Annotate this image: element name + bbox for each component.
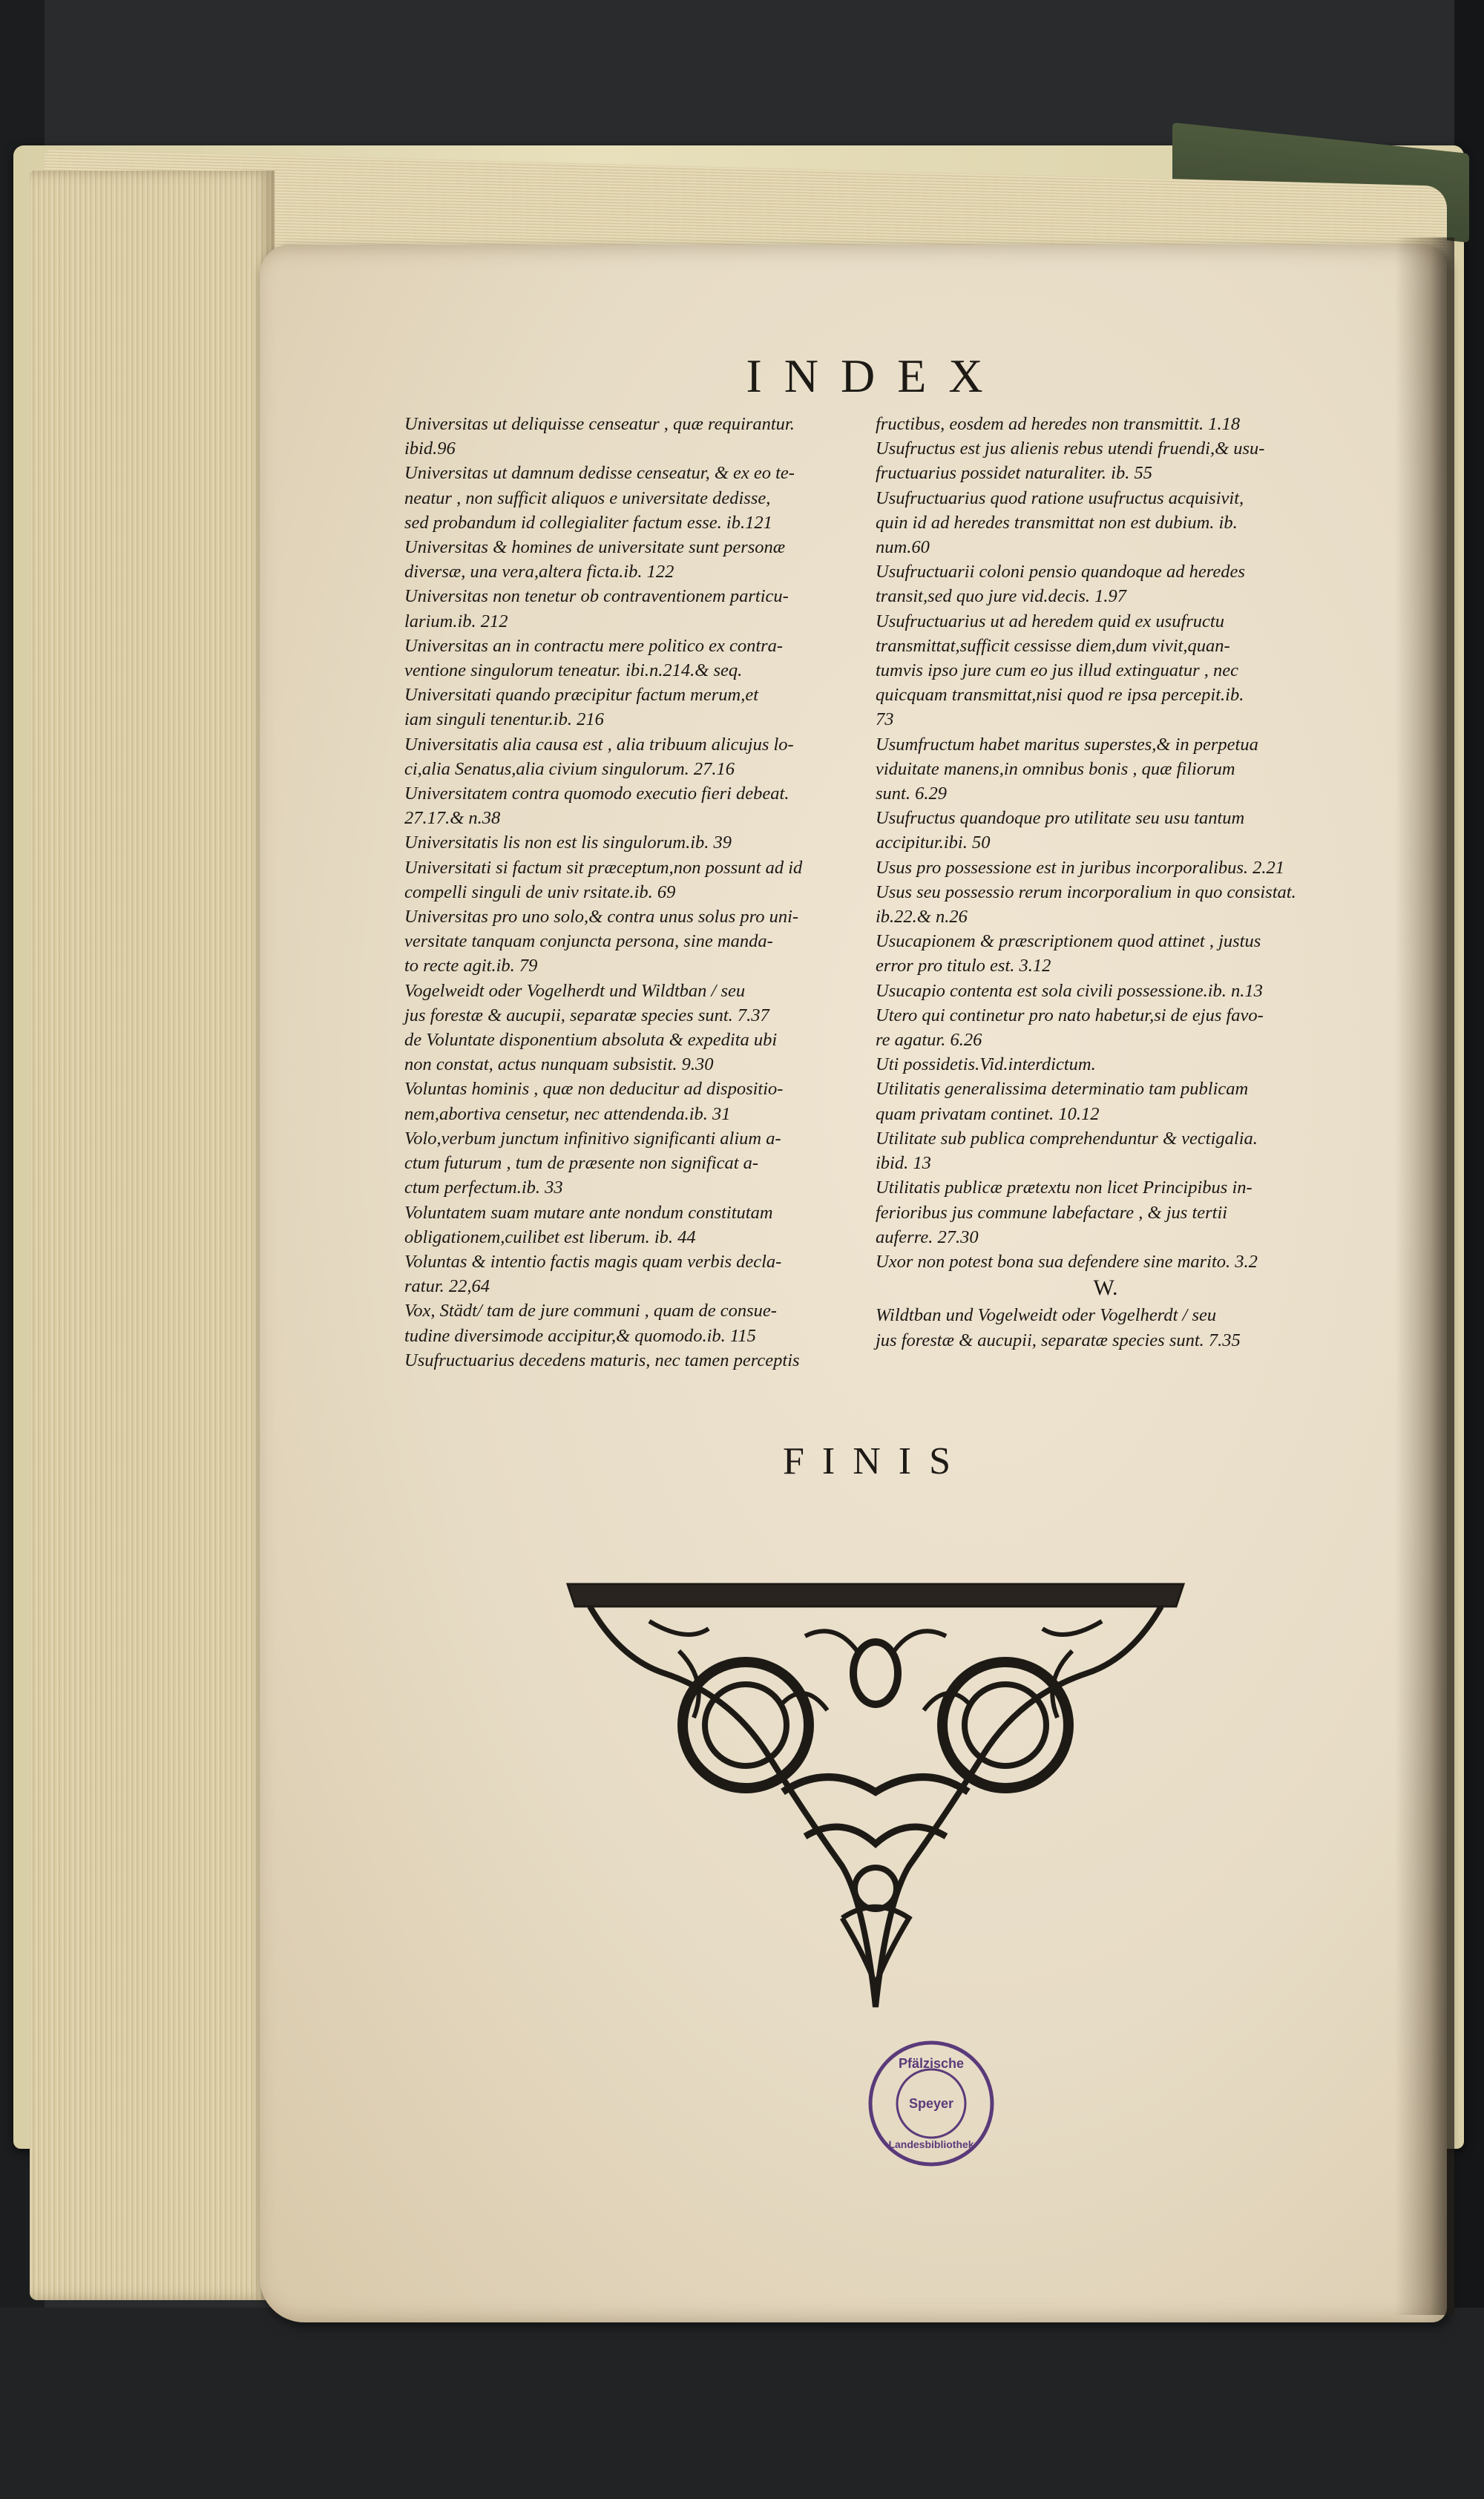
index-entry <box>404 781 857 830</box>
index-entry-line: Usucapio contenta est sola civili possessione.ib. n.13 <box>876 980 1263 1001</box>
index-entry <box>876 486 1336 560</box>
index-entry-line: diversæ, una vera,altera ficta.ib. 122 <box>404 562 674 582</box>
index-entry-line: Universitas ut damnum dedisse censeatur, & ex eo te- <box>404 463 795 484</box>
index-entry-line: Usufructuarius ut ad heredem quid ex usufructu <box>876 611 1224 631</box>
index-entry-line: Uti possidetis.Vid.interdictum. <box>876 1054 1096 1075</box>
index-entry-line: Usus pro possessione est in juribus incorporalibus. 2.21 <box>876 857 1285 878</box>
index-entry-line: ibid. 13 <box>876 1153 931 1174</box>
index-entry-line: iam singuli tenentur.ib. 216 <box>404 709 604 730</box>
index-entry-line: tumvis ipso jure cum eo jus illud extinguatur , nec <box>876 660 1239 681</box>
index-entry <box>404 412 857 461</box>
index-entry-line: Universitatis alia causa est , alia tribuum alicujus lo- <box>404 734 794 755</box>
index-entry-line: compelli singuli de univ rsitate.ib. 69 <box>404 881 676 902</box>
index-entry <box>876 979 1336 1003</box>
index-entry <box>876 732 1336 807</box>
index-entry <box>404 535 857 584</box>
index-entry-line: 73 <box>876 709 894 730</box>
index-entry <box>404 1077 857 1126</box>
gutter-shadow <box>1395 237 1454 2315</box>
index-entry-line: re agatur. 6.26 <box>876 1030 982 1051</box>
index-entry-line: transit,sed quo jure vid.decis. 1.97 <box>876 586 1126 607</box>
index-entry-line: num.60 <box>876 537 930 558</box>
index-entry-line: Utero qui continetur pro nato habetur,si de ejus favo- <box>876 1005 1264 1025</box>
index-entry-line: Universitas & homines de universitate sunt personæ <box>404 537 786 558</box>
index-heading: INDEX <box>746 349 1005 402</box>
index-entry <box>404 856 857 904</box>
index-entry-line: versitate tanquam conjuncta persona, sine manda- <box>404 931 773 952</box>
index-entry-line: fructuarius possidet naturaliter. ib. 55 <box>876 463 1152 484</box>
index-entry-line: larium.ib. 212 <box>404 611 508 631</box>
index-entry-line: ibid.96 <box>404 439 456 459</box>
index-entry-line: viduitate manens,in omnibus bonis , quæ filiorum <box>876 758 1235 779</box>
section-letter-w: W. <box>1093 1275 1118 1301</box>
index-entry-line: jus forestæ & aucupii, separatæ species sunt. 7.35 <box>876 1330 1241 1350</box>
index-entry <box>404 979 857 1028</box>
index-entry-line: Utilitatis publicæ prætextu non licet Principibus in- <box>876 1178 1252 1198</box>
index-entry <box>404 1348 857 1373</box>
index-column-right <box>876 412 1336 1353</box>
index-entry-line: tudine diversimode accipitur,& quomodo.ib. 115 <box>404 1325 756 1346</box>
index-entry <box>876 1052 1336 1077</box>
index-entry-line: Universitas pro uno solo,& contra unus solus pro uni- <box>404 907 799 927</box>
index-entry-line: Usufructus est jus alienis rebus utendi fruendi,& usu- <box>876 439 1265 459</box>
index-entry-line: ctum futurum , tum de præsente non significat a- <box>404 1153 759 1174</box>
index-entry-line: Vox, Städt/ tam de jure communi , quam de consue- <box>404 1301 777 1321</box>
index-entry-line: Usumfructum habet maritus superstes,& in perpetua <box>876 734 1258 755</box>
index-entry-line: sed probandum id collegialiter factum esse. ib.121 <box>404 512 772 533</box>
index-entry <box>404 1126 857 1201</box>
index-entry-line: to recte agit.ib. 79 <box>404 956 538 976</box>
tailpiece-ornament <box>560 1569 1191 2014</box>
index-entry <box>876 436 1336 485</box>
index-entry-line: Usufructus quandoque pro utilitate seu usu tantum <box>876 808 1245 829</box>
index-entry-line: Universitati si factum sit præceptum,non possunt ad id <box>404 857 803 878</box>
index-entry-line: non constat, actus nunquam subsistit. 9.30 <box>404 1054 714 1075</box>
index-entry-line: de Voluntate disponentium absoluta & expedita ubi <box>404 1030 778 1051</box>
index-entry <box>876 880 1336 929</box>
index-entry-line: ci,alia Senatus,alia civium singulorum. 27.16 <box>404 758 735 779</box>
index-entry <box>404 683 857 732</box>
index-entry-line: transmittat,sufficit cessisse diem,dum vivit,quan- <box>876 635 1230 656</box>
index-entry-line: ratur. 22,64 <box>404 1276 490 1297</box>
index-entry <box>876 412 1336 436</box>
index-entry-line: quam privatam continet. 10.12 <box>876 1103 1100 1124</box>
index-entry-line: auferre. 27.30 <box>876 1226 979 1247</box>
index-entry-line: nem,abortiva censetur, nec attendenda.ib. 31 <box>404 1103 731 1124</box>
index-entry <box>876 929 1336 978</box>
right-column-entries <box>876 412 1336 1274</box>
index-entry-line: Usufructuarius quod ratione usufructus acquisivit, <box>876 487 1244 508</box>
index-entry-line: Universitas ut deliquisse censeatur , quæ requirantur. <box>404 414 795 434</box>
stamp-text-top: Pfälzische <box>898 2056 965 2071</box>
index-entry-line: Universitatem contra quomodo executio fieri debeat. <box>404 784 789 804</box>
index-entry-line: Uxor non potest bona sua defendere sine marito. 3.2 <box>876 1251 1258 1272</box>
index-entry-line: Usus seu possessio rerum incorporalium in quo consistat. <box>876 881 1296 902</box>
index-entry-line: ferioribus jus commune labefactare , & jus tertii <box>876 1202 1228 1223</box>
index-entry <box>876 1250 1336 1274</box>
index-entry-line: ctum perfectum.ib. 33 <box>404 1178 563 1198</box>
index-entry-line: Universitati quando præcipitur factum merum,et <box>404 685 759 706</box>
index-entry <box>404 1250 857 1298</box>
index-entry-line: fructibus, eosdem ad heredes non transmittit. 1.18 <box>876 414 1241 434</box>
index-entry-line: quin id ad heredes transmittat non est dubium. ib. <box>876 512 1238 533</box>
scan-backdrop-bottom <box>0 2308 1484 2499</box>
index-entry-line: Voluntas hominis , quæ non deducitur ad dispositio- <box>404 1079 784 1100</box>
index-entry-line: obligationem,cuilibet est liberum. ib. 44 <box>404 1226 696 1247</box>
index-entry <box>404 1028 857 1077</box>
stamp-text-bottom: Landesbibliothek <box>888 2138 974 2150</box>
index-entry <box>876 559 1336 608</box>
index-entry-line: Voluntatem suam mutare ante nondum constitutam <box>404 1202 773 1223</box>
index-entry-line: ib.22.& n.26 <box>876 907 968 927</box>
index-entry-line: jus forestæ & aucupii, separatæ species sunt. 7.37 <box>404 1005 769 1025</box>
index-entry <box>876 856 1336 880</box>
stamp-text-middle: Speyer <box>908 2096 954 2111</box>
index-entry <box>876 1003 1336 1052</box>
index-entry <box>876 609 1336 732</box>
index-entry-line: Usucapionem & præscriptionem quod attinet , justus <box>876 931 1261 952</box>
index-entry-line: Universitas an in contractu mere politico ex contra- <box>404 635 784 656</box>
index-entry-line: sunt. 6.29 <box>876 784 947 804</box>
index-entry <box>876 806 1336 855</box>
index-entry-line: quicquam transmittat,nisi quod re ipsa percepit.ib. <box>876 685 1244 706</box>
index-entry <box>404 461 857 535</box>
index-entry <box>876 1077 1336 1126</box>
index-entry <box>404 732 857 781</box>
index-entry-line: Volo,verbum junctum infinitivo significanti alium a- <box>404 1128 781 1149</box>
index-entry-line: 27.17.& n.38 <box>404 808 501 829</box>
page-edges-fore <box>30 171 275 2300</box>
index-entry <box>404 584 857 633</box>
index-entry-line: Universitatis lis non est lis singulorum.ib. 39 <box>404 833 732 853</box>
index-entry <box>404 830 857 855</box>
library-stamp <box>864 2037 998 2170</box>
index-entry-line: Utilitatis generalissima determinatio tam publicam <box>876 1079 1249 1100</box>
index-entry-line: ventione singulorum teneatur. ibi.n.214.& seq. <box>404 660 743 681</box>
finis-heading: FINIS <box>782 1440 969 1482</box>
index-entry-line: Utilitate sub publica comprehenduntur & vectigalia. <box>876 1128 1258 1149</box>
index-entry-line: neatur , non sufficit aliquos e universitate dedisse, <box>404 487 771 508</box>
index-entry-line: Universitas non tenetur ob contraventionem particu- <box>404 586 789 607</box>
index-entry-line: Usufructuarii coloni pensio quandoque ad heredes <box>876 562 1245 582</box>
index-entry-line: Vogelweidt oder Vogelherdt und Wildtban / seu <box>404 980 746 1001</box>
index-entry <box>404 1201 857 1250</box>
index-entry <box>404 634 857 683</box>
index-entry <box>876 1303 1336 1352</box>
index-entry-line: accipitur.ibi. 50 <box>876 833 991 853</box>
w-section-entries <box>876 1303 1336 1352</box>
index-entry-line: Wildtban und Vogelweidt oder Vogelherdt / seu <box>876 1305 1217 1326</box>
index-entry <box>876 1175 1336 1250</box>
index-entry-line: Usufructuarius decedens maturis, nec tamen perceptis <box>404 1350 800 1370</box>
index-column-left <box>404 412 857 1373</box>
index-entry <box>404 1298 857 1347</box>
index-entry <box>876 1126 1336 1175</box>
index-entry <box>404 904 857 979</box>
index-entry-line: error pro titulo est. 3.12 <box>876 956 1051 976</box>
index-entry-line: Voluntas & intentio factis magis quam verbis decla- <box>404 1251 782 1272</box>
